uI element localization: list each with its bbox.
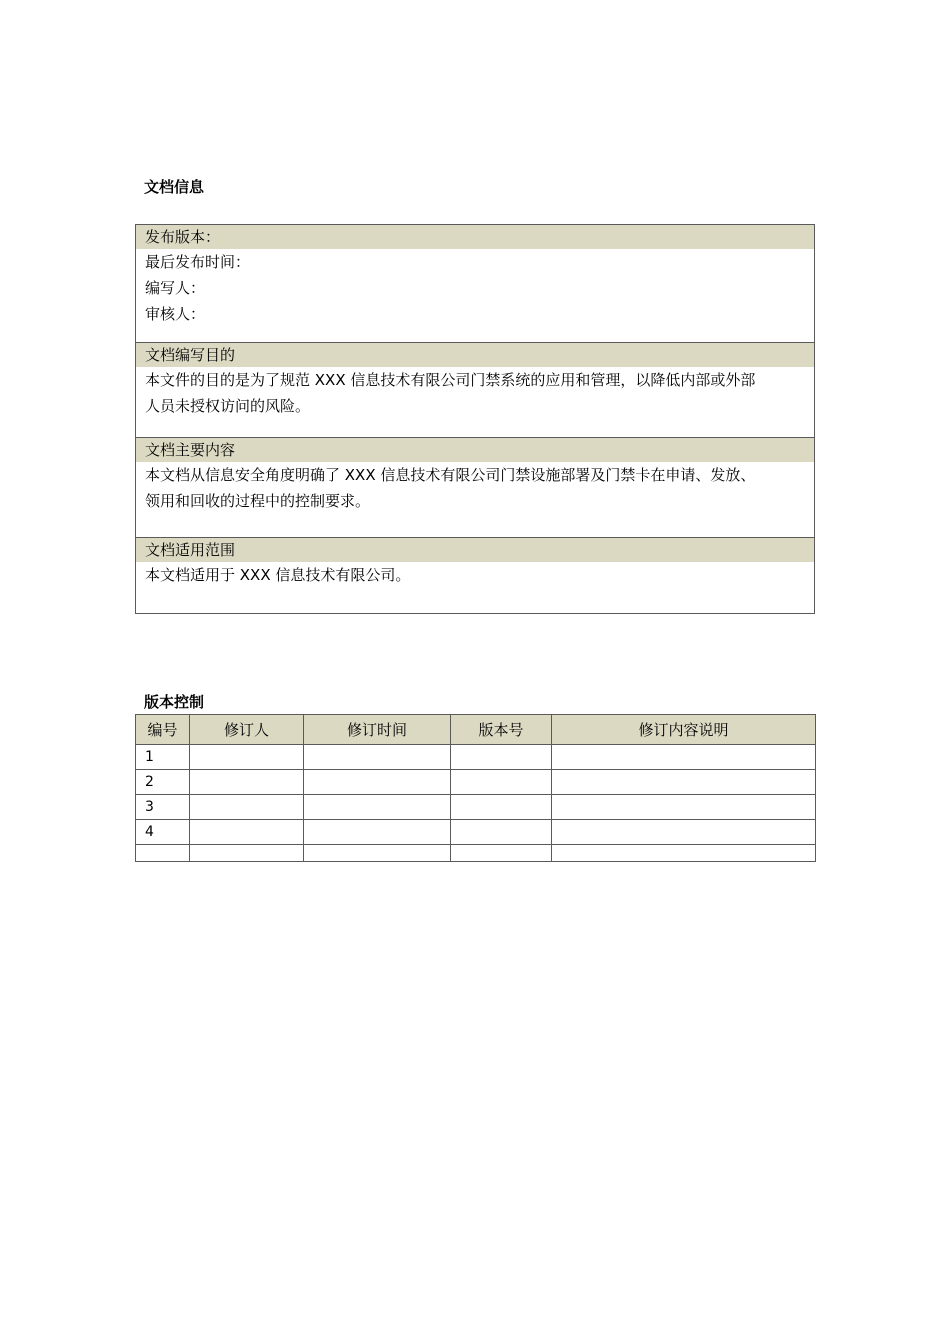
- cell-revision-time: [304, 745, 451, 770]
- doc-info-heading: 文档信息: [144, 178, 205, 196]
- author-label: 编写人：: [145, 279, 206, 297]
- cell-revision-description: [552, 820, 816, 845]
- purpose-title: 文档编写目的: [136, 342, 814, 367]
- cell-reviser: [190, 845, 304, 862]
- scope-title: 文档适用范围: [136, 537, 814, 562]
- table-row: [136, 820, 816, 845]
- release-version-label: 发布版本：: [136, 225, 814, 249]
- reviewer-label: 审核人：: [145, 305, 206, 323]
- table-row: [136, 795, 816, 820]
- cell-reviser: [190, 745, 304, 770]
- table-row: [136, 745, 816, 770]
- content-text-line: 领用和回收的过程中的控制要求。: [145, 492, 371, 510]
- content-section: [136, 437, 814, 514]
- cell-number: [136, 845, 190, 862]
- column-header-revision-description: 修订内容说明: [552, 715, 816, 745]
- cell-number: 1: [136, 745, 190, 770]
- cell-number: 2: [136, 770, 190, 795]
- cell-reviser: [190, 770, 304, 795]
- cell-number: 3: [136, 795, 190, 820]
- cell-version-number: [451, 820, 552, 845]
- cell-revision-description: [552, 745, 816, 770]
- scope-section: [136, 537, 814, 588]
- cell-version-number: [451, 795, 552, 820]
- purpose-text-line: 本文件的目的是为了规范 XXX 信息技术有限公司门禁系统的应用和管理，以降低内部或外部: [145, 371, 756, 389]
- column-header-revision-time: 修订时间: [304, 715, 451, 745]
- cell-revision-time: [304, 795, 451, 820]
- column-header-number: 编号: [136, 715, 190, 745]
- cell-reviser: [190, 820, 304, 845]
- purpose-text-line: 人员未授权访问的风险。: [145, 397, 311, 415]
- cell-version-number: [451, 745, 552, 770]
- content-title: 文档主要内容: [136, 437, 814, 462]
- cell-revision-time: [304, 820, 451, 845]
- cell-revision-description: [552, 845, 816, 862]
- table-header-row: [136, 715, 816, 745]
- version-control-heading: 版本控制: [144, 693, 205, 711]
- release-section: [136, 225, 814, 327]
- cell-revision-description: [552, 795, 816, 820]
- scope-text-line: 本文档适用于 XXX 信息技术有限公司。: [145, 566, 411, 584]
- cell-revision-time: [304, 770, 451, 795]
- column-header-reviser: 修订人: [190, 715, 304, 745]
- cell-number: 4: [136, 820, 190, 845]
- cell-version-number: [451, 845, 552, 862]
- purpose-section: [136, 342, 814, 419]
- cell-revision-time: [304, 845, 451, 862]
- doc-info-box: [135, 224, 815, 614]
- version-control-table: [135, 714, 816, 862]
- content-text-line: 本文档从信息安全角度明确了 XXX 信息技术有限公司门禁设施部署及门禁卡在申请、发放、: [145, 466, 756, 484]
- column-header-version-number: 版本号: [451, 715, 552, 745]
- cell-reviser: [190, 795, 304, 820]
- table-row: [136, 845, 816, 862]
- table-row: [136, 770, 816, 795]
- last-release-time-label: 最后发布时间：: [145, 253, 251, 271]
- cell-revision-description: [552, 770, 816, 795]
- cell-version-number: [451, 770, 552, 795]
